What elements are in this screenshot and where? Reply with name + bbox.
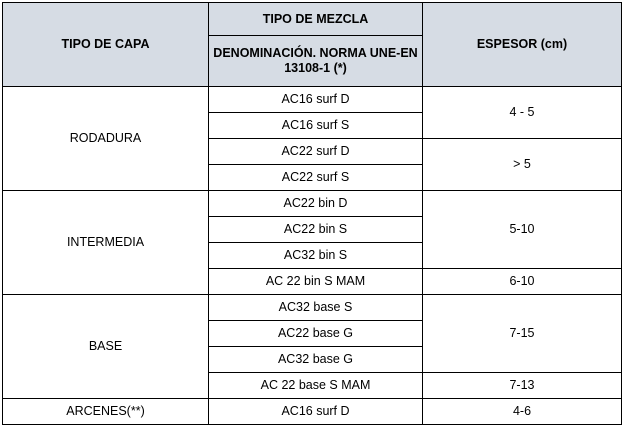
thickness-cell: 5-10 <box>423 191 622 269</box>
mixture-table <box>2 2 622 425</box>
mix-cell: AC22 bin D <box>209 191 423 217</box>
header-espesor: ESPESOR (cm) <box>423 3 622 87</box>
mix-cell: AC32 base G <box>209 347 423 373</box>
thickness-cell: 7-13 <box>423 373 622 399</box>
header-tipo-mezcla: TIPO DE MEZCLA <box>209 3 423 36</box>
layer-rodadura: RODADURA <box>3 87 209 191</box>
thickness-cell: 7-15 <box>423 295 622 373</box>
mix-cell: AC16 surf D <box>209 87 423 113</box>
mix-cell: AC 22 base S MAM <box>209 373 423 399</box>
mix-cell: AC22 bin S <box>209 217 423 243</box>
mix-cell: AC16 surf D <box>209 399 423 425</box>
thickness-cell: 6-10 <box>423 269 622 295</box>
mix-cell: AC32 bin S <box>209 243 423 269</box>
layer-intermedia: INTERMEDIA <box>3 191 209 295</box>
thickness-cell: 4 - 5 <box>423 87 622 139</box>
mix-cell: AC22 surf S <box>209 165 423 191</box>
mix-cell: AC32 base S <box>209 295 423 321</box>
mix-cell: AC 22 bin S MAM <box>209 269 423 295</box>
layer-base: BASE <box>3 295 209 399</box>
thickness-cell: 4-6 <box>423 399 622 425</box>
mix-cell: AC22 surf D <box>209 139 423 165</box>
mix-cell: AC22 base G <box>209 321 423 347</box>
mix-cell: AC16 surf S <box>209 113 423 139</box>
header-denominacion: DENOMINACIÓN. NORMA UNE-EN 13108-1 (*) <box>209 36 423 87</box>
thickness-cell: > 5 <box>423 139 622 191</box>
header-tipo-capa: TIPO DE CAPA <box>3 3 209 87</box>
layer-arcenes: ARCENES(**) <box>3 399 209 425</box>
